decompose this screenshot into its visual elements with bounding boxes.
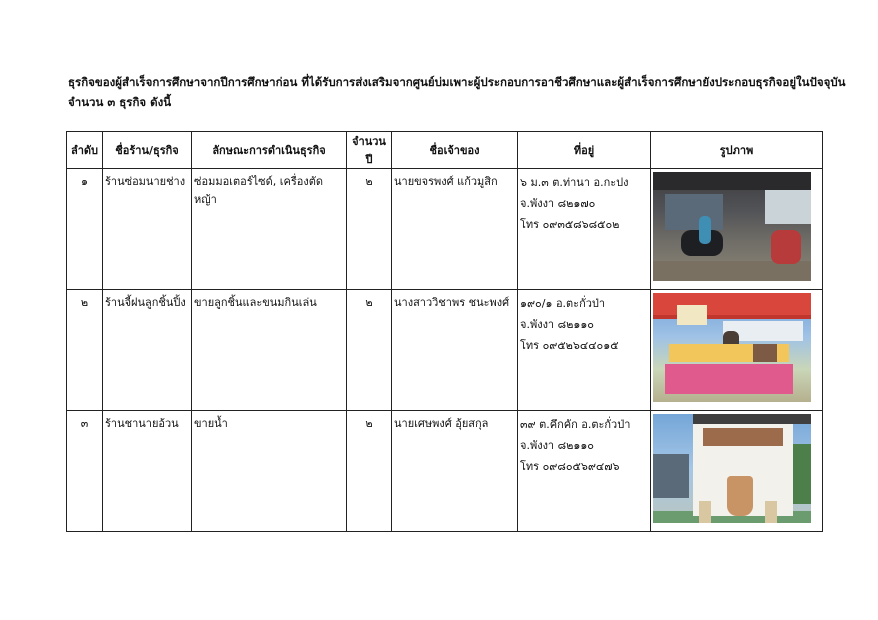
row-no: ๒	[67, 290, 103, 411]
header-owner: ชื่อเจ้าของ	[392, 132, 518, 169]
row-nature: ซ่อมมอเตอร์ไซด์, เครื่องตัดหญ้า	[192, 169, 347, 290]
header-address: ที่อยู่	[518, 132, 651, 169]
document-heading	[68, 72, 846, 112]
table-header-row	[67, 132, 823, 169]
header-photo: รูปภาพ	[651, 132, 823, 169]
address-line: โทร ๐๙๓๕๘๖๘๕๐๒	[520, 218, 620, 231]
row-years: ๒	[347, 290, 392, 411]
heading-line-2: จำนวน ๓ ธุรกิจ ดังนี้	[68, 95, 172, 109]
address-line: ๖ ม.๓ ต.ท่านา อ.กะปง	[520, 176, 629, 189]
row-photo-cell	[651, 169, 823, 290]
grilled-meatball-stall-photo	[653, 293, 811, 402]
row-owner: นายเศษพงศ์ อุ้ยสกุล	[392, 411, 518, 532]
row-photo-cell	[651, 411, 823, 532]
row-owner: นายขจรพงศ์ แก้วมูสิก	[392, 169, 518, 290]
row-shop: ร้านซ่อมนายช่าง	[103, 169, 192, 290]
row-nature: ขายน้ำ	[192, 411, 347, 532]
row-address	[518, 411, 651, 532]
table-row	[67, 169, 823, 290]
table-row	[67, 411, 823, 532]
row-photo-cell	[651, 290, 823, 411]
row-address	[518, 169, 651, 290]
row-no: ๑	[67, 169, 103, 290]
row-no: ๓	[67, 411, 103, 532]
address-line: ๓๙ ต.คึกคัก อ.ตะกั่วป่า	[520, 418, 631, 431]
row-nature: ขายลูกชิ้นและขนมกินเล่น	[192, 290, 347, 411]
header-nature: ลักษณะการดำเนินธุรกิจ	[192, 132, 347, 169]
address-line: โทร ๐๙๘๐๕๖๙๔๗๖	[520, 460, 620, 473]
row-owner: นางสาววิชาพร ชนะพงศ์	[392, 290, 518, 411]
heading-line-1: ธุรกิจของผู้สำเร็จการศึกษาจากปีการศึกษาก่อน ที่ได้รับการส่งเสริมจากศูนย์บ่มเพาะผู้ประกอบการอาชีวศึกษาและผู้สำเร็จการศึกษายังประกอบธุรกิจอยู่ในปัจจุบัน	[68, 75, 846, 89]
address-line: จ.พังงา ๘๒๑๑๐	[520, 318, 595, 331]
business-table	[66, 131, 823, 532]
address-line: โทร ๐๙๕๒๖๔๔๐๑๕	[520, 339, 619, 352]
row-shop: ร้านชานายอ้วน	[103, 411, 192, 532]
row-years: ๒	[347, 169, 392, 290]
header-shop: ชื่อร้าน/ธุรกิจ	[103, 132, 192, 169]
address-line: ๑๙๐/๑ อ.ตะกั่วป่า	[520, 297, 606, 310]
table-row	[67, 290, 823, 411]
address-line: จ.พังงา ๘๒๑๗๐	[520, 197, 596, 210]
address-line: จ.พังงา ๘๒๑๑๐	[520, 439, 595, 452]
header-years: จำนวนปี	[347, 132, 392, 169]
drink-kiosk-photo	[653, 414, 811, 523]
row-shop: ร้านจี้ฝนลูกชิ้นปิ้ง	[103, 290, 192, 411]
row-address	[518, 290, 651, 411]
motorcycle-repair-shop-photo	[653, 172, 811, 281]
row-years: ๒	[347, 411, 392, 532]
header-no: ลำดับ	[67, 132, 103, 169]
